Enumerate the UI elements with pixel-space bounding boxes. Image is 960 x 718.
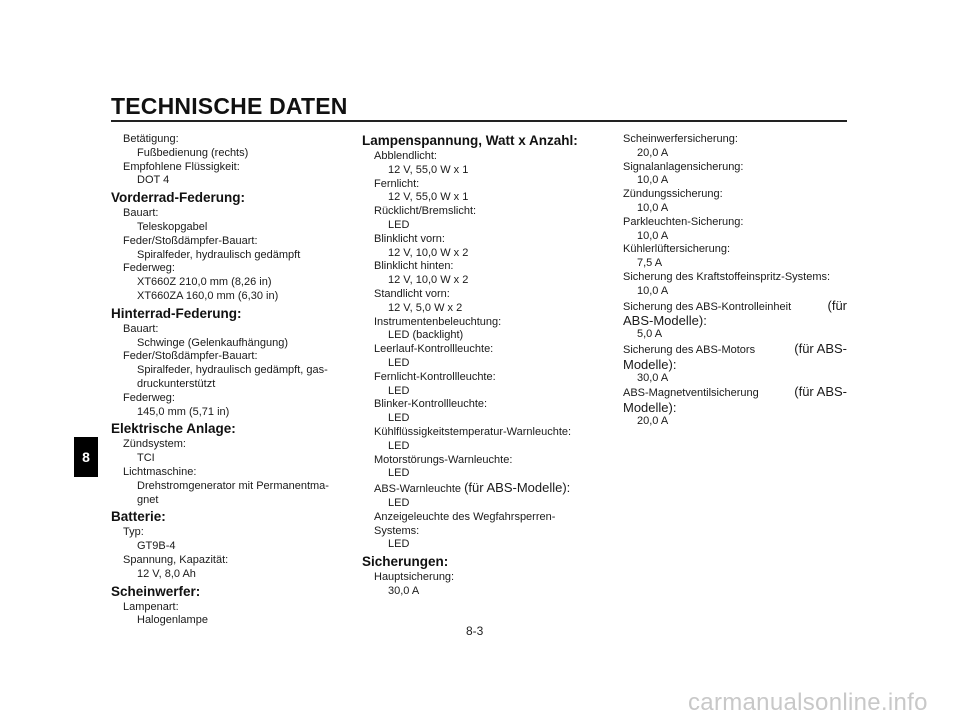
spec-value: LED (backlight)	[388, 329, 464, 342]
section-heading-vorderrad: Vorderrad-Federung:	[111, 190, 246, 206]
spec-value: 30,0 A	[388, 584, 420, 597]
spec-value: 10,0 A	[637, 174, 669, 187]
spec-value: GT9B-4	[137, 540, 176, 553]
spec-value: Drehstromgenerator mit Permanentma-	[137, 479, 329, 492]
spec-value: druckunterstützt	[137, 377, 216, 390]
spec-value: LED	[388, 218, 410, 231]
spec-label: Standlicht vorn:	[374, 287, 450, 300]
spec-label-abs-magnet	[611, 385, 847, 401]
section-heading-elektrik: Elektrische Anlage:	[111, 421, 236, 437]
spec-label: Instrumentenbeleuchtung:	[374, 315, 502, 328]
spec-label: Lichtmaschine:	[123, 465, 197, 478]
spec-value: 7,5 A	[637, 257, 663, 270]
spec-label: Blinker-Kontrollleuchte:	[374, 398, 488, 411]
spec-label: Modelle):	[623, 400, 677, 416]
spec-label: Lampenart:	[123, 600, 179, 613]
spec-label: Signalanlagensicherung:	[623, 160, 744, 173]
spec-value: LED	[388, 356, 410, 369]
label-part: Sicherung des ABS-Kontrolleinheit	[623, 300, 792, 313]
column-1	[111, 133, 351, 628]
spec-value: 10,0 A	[637, 284, 669, 297]
spec-value: 10,0 A	[637, 229, 669, 242]
column-2	[362, 133, 592, 599]
spec-label-abs-motor	[611, 342, 847, 358]
spec-label-abs	[362, 481, 592, 497]
spec-value: Fußbedienung (rechts)	[137, 146, 249, 159]
spec-value: Schwinge (Gelenkaufhängung)	[137, 336, 289, 349]
spec-label: Systems:	[374, 524, 420, 537]
chapter-tab[interactable]: 8	[74, 437, 98, 477]
spec-value: 12 V, 8,0 Ah	[137, 567, 196, 580]
spec-label: Bauart:	[123, 322, 159, 335]
spec-label: Leerlauf-Kontrollleuchte:	[374, 343, 494, 356]
spec-value: LED	[388, 538, 410, 551]
section-heading-batterie: Batterie:	[111, 509, 166, 525]
page-number: 8-3	[466, 624, 484, 638]
spec-value: 10,0 A	[637, 201, 669, 214]
spec-value: 5,0 A	[637, 328, 663, 341]
spec-value: gnet	[137, 493, 159, 506]
spec-label: Parkleuchten-Sicherung:	[623, 215, 744, 228]
spec-label: Abblendlicht:	[374, 150, 437, 162]
spec-value: 30,0 A	[637, 371, 669, 384]
label-part: (für	[827, 297, 847, 313]
spec-value: Halogenlampe	[137, 614, 208, 627]
spec-label: Rücklicht/Bremslicht:	[374, 205, 477, 218]
watermark: carmanualsonline.info	[688, 689, 928, 716]
spec-value: LED	[388, 439, 410, 452]
spec-label: Blinklicht vorn:	[374, 232, 445, 245]
label-part: (für ABS-Modelle):	[464, 480, 571, 496]
spec-label: Zündsystem:	[123, 438, 186, 451]
spec-value: Spiralfeder, hydraulisch gedämpft, gas-	[137, 364, 328, 377]
spec-label: Kühlflüssigkeitstemperatur-Warnleuchte:	[374, 425, 572, 438]
spec-value: XT660ZA 160,0 mm (6,30 in)	[137, 289, 279, 302]
section-heading-hinterrad: Hinterrad-Federung:	[111, 305, 242, 321]
spec-label: Federweg:	[123, 391, 175, 404]
spec-label: Blinklicht hinten:	[374, 260, 454, 273]
spec-value: 145,0 mm (5,71 in)	[137, 405, 230, 418]
spec-label: Bauart:	[123, 207, 159, 220]
spec-label: Betätigung:	[123, 133, 179, 145]
spec-label: Kühlerlüftersicherung:	[623, 243, 731, 256]
spec-label: Zündungssicherung:	[623, 188, 723, 201]
spec-value: 12 V, 55,0 W x 1	[388, 191, 469, 204]
label-part: Sicherung des ABS-Motors	[623, 343, 756, 356]
spec-value: LED	[388, 467, 410, 480]
spec-label: Hauptsicherung:	[374, 571, 455, 584]
page-title: TECHNISCHE DATEN	[111, 93, 348, 119]
spec-value: 12 V, 55,0 W x 1	[388, 163, 469, 176]
spec-label: Empfohlene Flüssigkeit:	[123, 160, 240, 173]
spec-value: LED	[388, 496, 410, 509]
spec-value: 20,0 A	[637, 146, 669, 159]
spec-label: Feder/Stoßdämpfer-Bauart:	[123, 234, 258, 247]
section-heading-sicherungen: Sicherungen:	[362, 554, 449, 570]
column-3	[611, 133, 847, 429]
spec-value: XT660Z 210,0 mm (8,26 in)	[137, 276, 272, 289]
spec-value: Spiralfeder, hydraulisch gedämpft	[137, 248, 301, 261]
label-part: ABS-Magnetventilsicherung	[623, 387, 759, 400]
spec-value: LED	[388, 412, 410, 425]
section-heading-lampen: Lampenspannung, Watt x Anzahl:	[362, 133, 578, 148]
spec-value: TCI	[137, 452, 155, 465]
label-part: ABS-Warnleuchte	[374, 483, 465, 496]
spec-label: Motorstörungs-Warnleuchte:	[374, 453, 513, 466]
spec-value: 20,0 A	[637, 414, 669, 427]
spec-label-abs-kontroll	[611, 299, 847, 315]
spec-label: Anzeigeleuchte des Wegfahrsperren-	[374, 510, 556, 523]
spec-label: Typ:	[123, 526, 144, 539]
spec-label: Federweg:	[123, 262, 175, 275]
spec-label: ABS-Modelle):	[623, 313, 707, 329]
section-heading-scheinwerfer: Scheinwerfer:	[111, 583, 201, 599]
spec-label: Spannung, Kapazität:	[123, 553, 229, 566]
spec-label: Modelle):	[623, 356, 677, 372]
spec-value: 12 V, 5,0 W x 2	[388, 301, 463, 314]
spec-value: DOT 4	[137, 174, 170, 187]
spec-label: Fernlicht:	[374, 177, 420, 190]
title-rule	[111, 120, 847, 122]
spec-value: 12 V, 10,0 W x 2	[388, 274, 469, 287]
spec-value: 12 V, 10,0 W x 2	[388, 246, 469, 259]
spec-label: Feder/Stoßdämpfer-Bauart:	[123, 350, 258, 363]
spec-label: Sicherung des Kraftstoffeinspritz-Systems:	[623, 270, 831, 283]
spec-label: Scheinwerfersicherung:	[623, 133, 738, 145]
label-part: (für ABS-	[794, 384, 847, 400]
spec-value: LED	[388, 384, 410, 397]
spec-value: Teleskopgabel	[137, 220, 208, 233]
label-part: (für ABS-	[794, 340, 847, 356]
spec-label: Fernlicht-Kontrollleuchte:	[374, 370, 496, 383]
